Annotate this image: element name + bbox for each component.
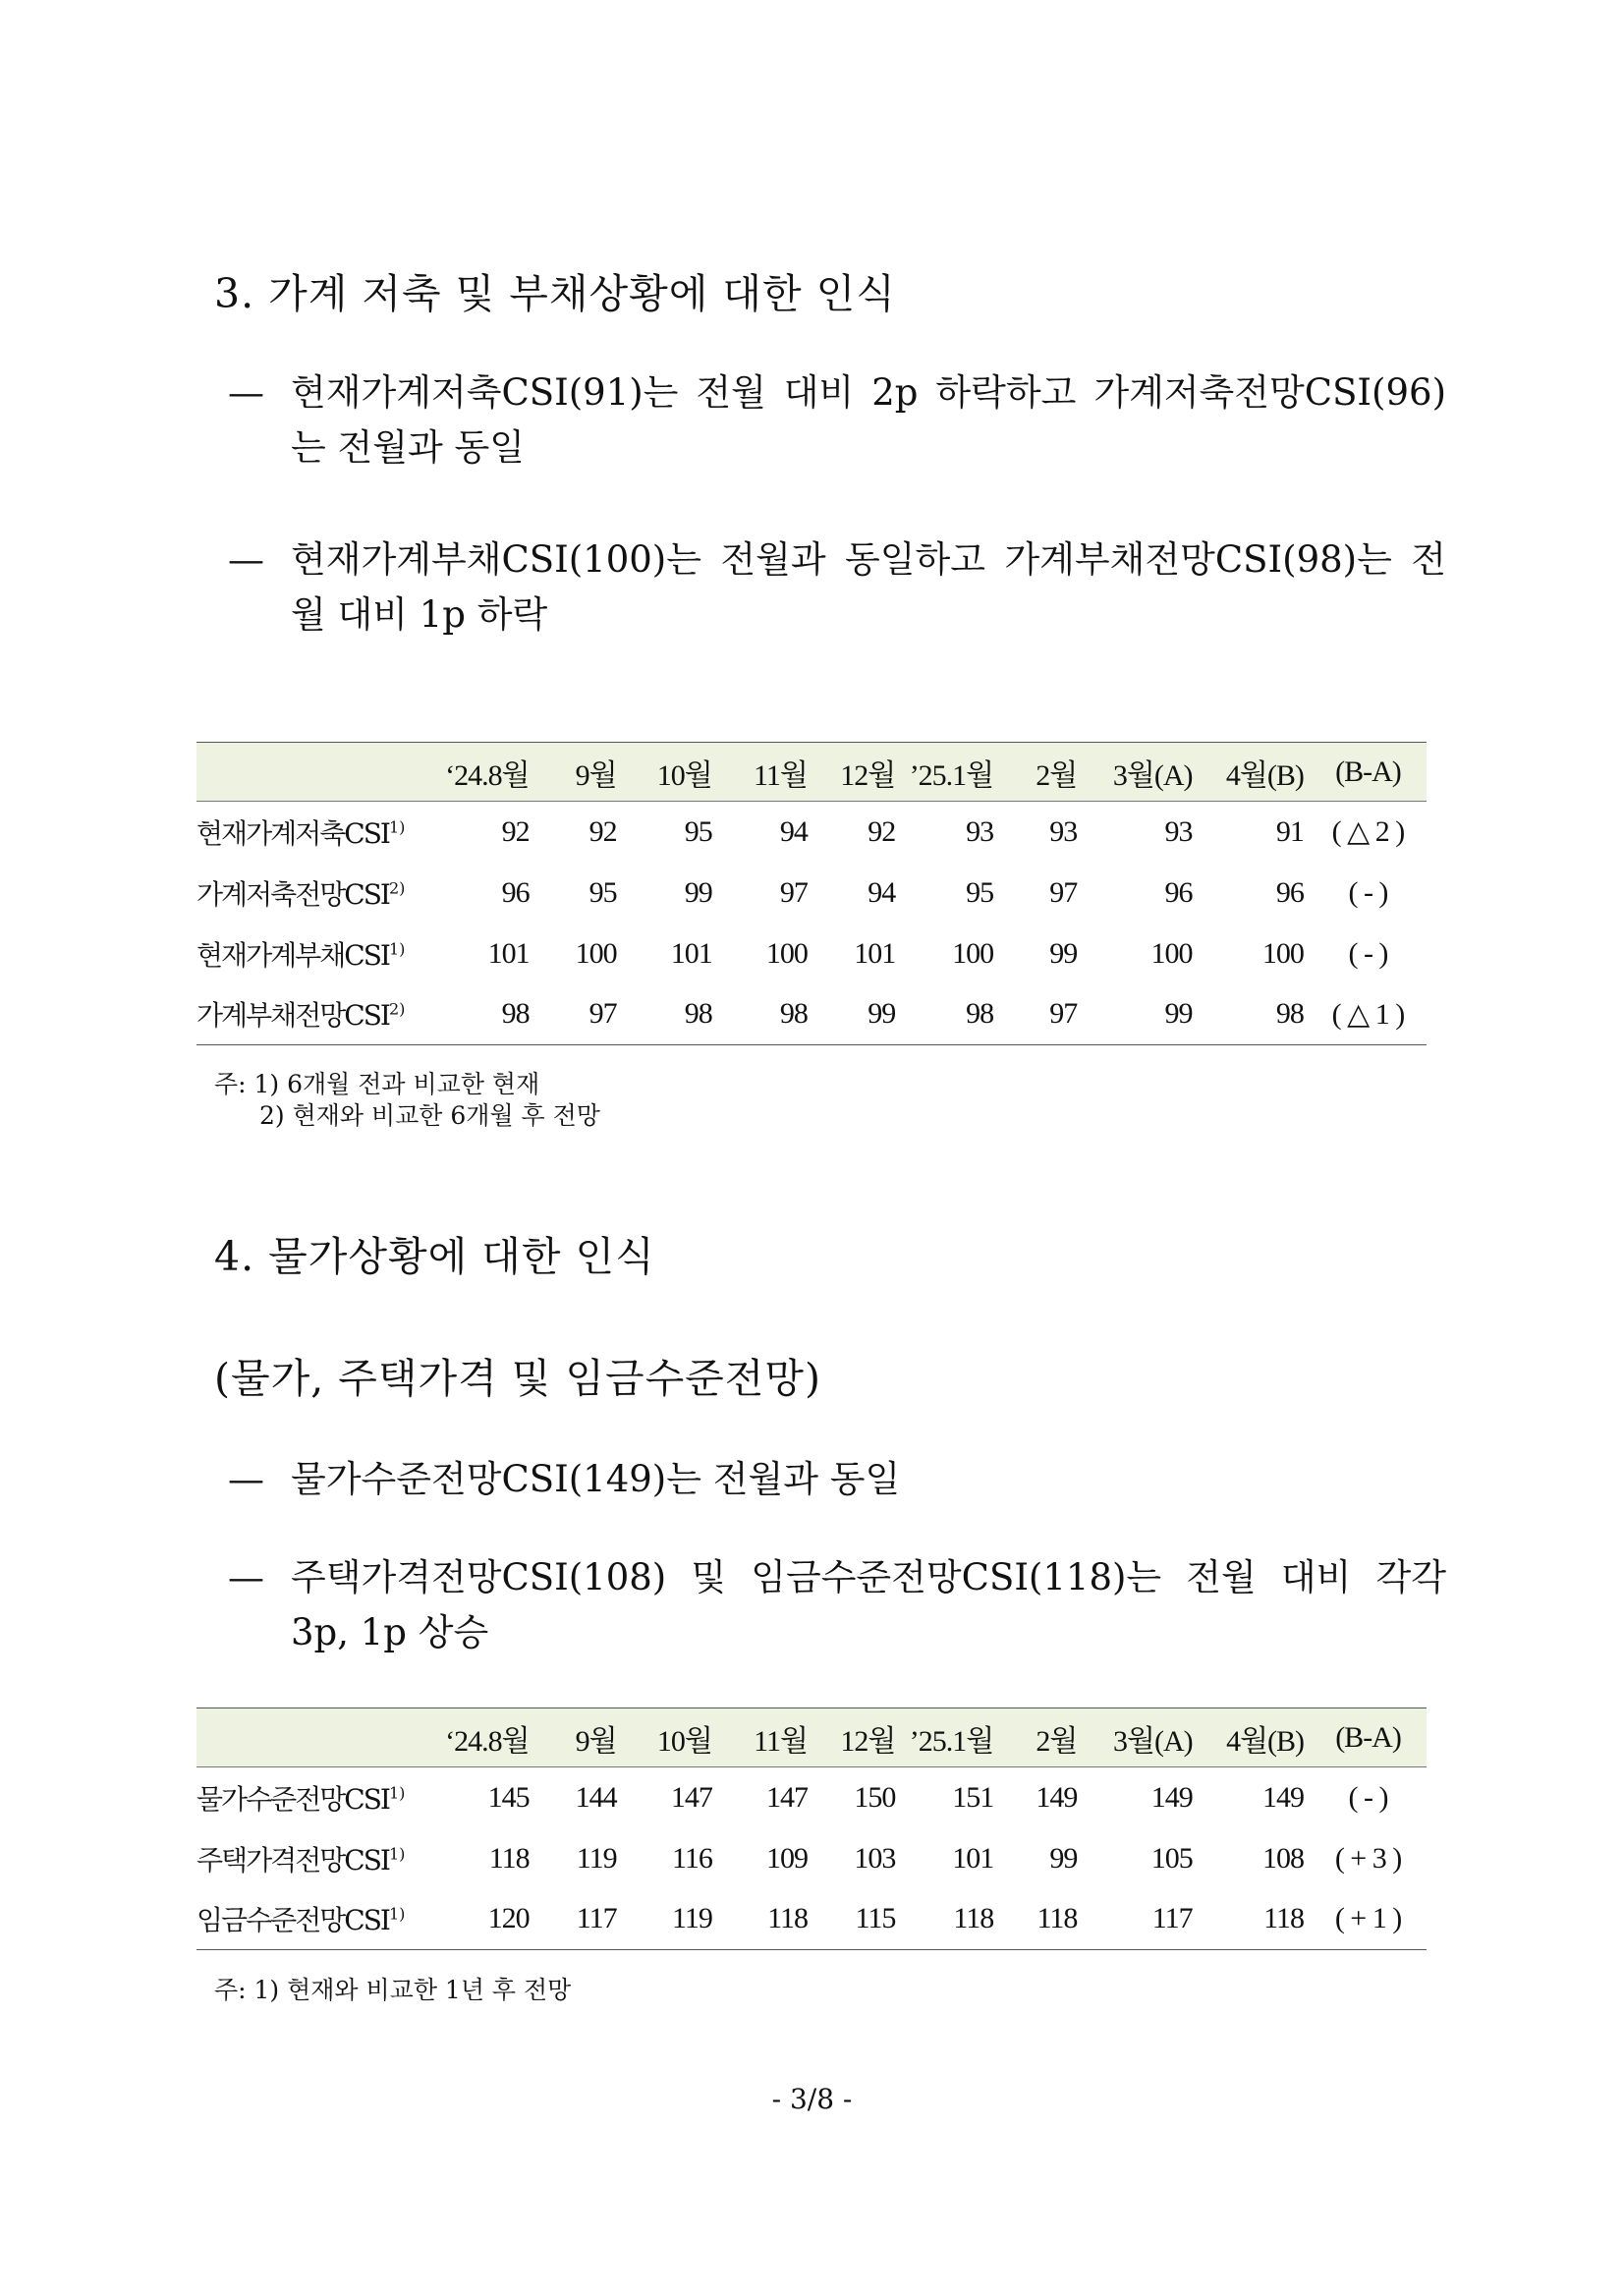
table-cell: 92 [501,814,530,848]
table-cell: 118 [1199,1889,1310,1950]
table-header-row [196,743,1427,802]
table-cell: 101 [487,936,530,970]
section-3-bullet-1 [228,365,1446,476]
table-cell: 118 [718,1889,813,1950]
footnote-marker: 2) [388,878,406,898]
table-row [196,1889,1427,1950]
bullet-text: 주택가격전망CSI(108) 및 임금수준전망CSI(118)는 전월 대비 각각 3p, 1p 상승 [291,1556,1446,1653]
column-header: 11월 [718,743,813,802]
table-row [196,984,1427,1045]
table-row [196,863,1427,924]
table-cell: 95 [966,875,994,909]
header-corner [196,1708,439,1767]
table-cell: 99 [1083,984,1198,1045]
header-corner [196,743,439,802]
table-cell: 103 [854,1841,896,1875]
change-cell: ( + 1 ) [1310,1889,1427,1950]
table-cell: 99 [684,875,712,909]
change-cell: ( △ 2 ) [1331,815,1405,849]
change-cell: ( + 3 ) [1334,1841,1402,1875]
column-header: ’25.1월 [901,743,999,802]
table-cell: 144 [575,1780,617,1814]
table-cell: 115 [813,1889,901,1950]
footnote-marker: 2) [388,999,406,1019]
row-label: 현재가계부채CSI$^{1)}$ [196,938,406,972]
table-cell: 98 [439,984,534,1045]
column-header: 9월 [535,743,623,802]
table-cell: 91 [1275,814,1304,848]
table-header-row [196,1708,1427,1767]
table-cell: 118 [488,1841,530,1875]
row-label: 가계부채전망CSI$^{2)}$ [196,984,439,1045]
bullet-dash: — [228,1556,264,1598]
table-cell: 99 [813,984,901,1045]
table-cell: 116 [671,1841,712,1875]
column-header: 11월 [718,1708,813,1767]
column-header: (B-A) [1310,1708,1427,1767]
column-header: ‘24.8월 [439,743,534,802]
column-header: 4월(B) [1199,743,1310,802]
table-cell: 98 [623,984,718,1045]
row-label: 임금수준전망CSI$^{1)}$ [196,1889,439,1950]
table-cell: 100 [575,936,617,970]
footnote-marker: 1) [388,939,406,959]
table-cell: 119 [623,1889,718,1950]
table-cell: 94 [868,875,896,909]
footnote-marker: 1) [388,1844,406,1864]
column-header: 10월 [623,1708,718,1767]
column-header: 9월 [535,1708,623,1767]
footnote-marker: 1) [388,817,406,837]
table-row [196,1828,1427,1889]
row-label: 물가수준전망CSI$^{1)}$ [196,1782,406,1816]
table-cell: 119 [576,1841,617,1875]
section-4-subtitle: (물가, 주택가격 및 임금수준전망) [214,1355,821,1402]
table-cell: 96 [1164,875,1193,909]
table-cell: 93 [1164,814,1193,848]
table-cell: 117 [535,1889,623,1950]
table-cell: 99 [1049,936,1078,970]
change-cell: ( - ) [1348,936,1388,970]
table-cell: 108 [1262,1841,1305,1875]
table-cell: 147 [670,1780,712,1814]
table-cell: 101 [670,936,712,970]
bullet-text: 물가수준전망CSI(149)는 전월과 동일 [291,1458,901,1500]
table-cell: 101 [854,936,896,970]
table-cell: 149 [1150,1780,1193,1814]
bullet-text: 현재가계저축CSI(91)는 전월 대비 2p 하락하고 가계저축전망CSI(96)는 전월과 동일 [291,371,1446,469]
table-row [196,924,1427,984]
page-number: - 3/8 - [771,2083,853,2115]
row-label: 현재가계저축CSI$^{1)}$ [196,816,406,850]
table-cell: 96 [1275,875,1304,909]
table-cell: 99 [1049,1841,1078,1875]
row-label: 가계저축전망CSI$^{2)}$ [196,877,406,911]
table-cell: 97 [1049,875,1078,909]
table-cell: 100 [1150,936,1193,970]
section-4-title: 4. 물가상황에 대한 인식 [214,1233,655,1280]
table-1-notes [214,1069,600,1132]
table-row [196,802,1427,863]
table-cell: 95 [588,875,617,909]
table-cell: 92 [868,814,896,848]
table-cell: 100 [952,936,994,970]
row-label: 주택가격전망CSI$^{1)}$ [196,1843,406,1876]
bullet-text: 현재가계부채CSI(100)는 전월과 동일하고 가계부채전망CSI(98)는 전월 대비 1p 하락 [291,538,1446,636]
table-cell: 98 [718,984,813,1045]
table-cell: 97 [779,875,808,909]
section-3-title: 3. 가계 저축 및 부채상황에 대한 인식 [214,270,896,317]
section-3-bullet-2 [228,532,1446,643]
column-header: 3월(A) [1083,1708,1198,1767]
change-cell: ( △ 1 ) [1310,984,1427,1045]
note-line: 주: 1) 6개월 전과 비교한 현재 [214,1070,540,1098]
table-cell: 118 [999,1889,1083,1950]
table-cell: 100 [765,936,808,970]
table-cell: 118 [901,1889,999,1950]
change-cell: ( - ) [1348,1780,1388,1814]
table-cell: 109 [765,1841,808,1875]
column-header: 3월(A) [1083,743,1198,802]
table-cell: 145 [487,1780,530,1814]
table-cell: 93 [966,814,994,848]
table-2-notes [214,1975,571,2006]
table-cell: 98 [901,984,999,1045]
table-cell: 151 [952,1780,994,1814]
footnote-marker: 1) [388,1904,406,1924]
table-cell: 100 [1261,936,1304,970]
table-cell: 117 [1083,1889,1198,1950]
note-line: 주: 1) 현재와 비교한 1년 후 전망 [214,1976,572,2004]
column-header: ‘24.8월 [439,1708,534,1767]
table-cell: 150 [854,1780,896,1814]
column-header: 2월 [999,1708,1083,1767]
bullet-dash: — [228,371,264,414]
table-cell: 105 [1150,1841,1193,1875]
table-cell: 96 [501,875,530,909]
table-row [196,1767,1427,1828]
column-header: ’25.1월 [901,1708,999,1767]
table-cell: 95 [684,814,712,848]
section-4-bullet-2 [228,1550,1446,1660]
bullet-dash: — [228,538,264,581]
footnote-marker: 1) [388,1783,406,1803]
column-header: 10월 [623,743,718,802]
household-savings-debt-table [196,742,1427,1045]
table-cell: 97 [999,984,1083,1045]
table-cell: 101 [952,1841,994,1875]
table-cell: 147 [765,1780,808,1814]
table-cell: 98 [1199,984,1310,1045]
column-header: 4월(B) [1199,1708,1310,1767]
table-cell: 94 [779,814,808,848]
price-perception-table [196,1708,1427,1950]
bullet-dash: — [228,1458,264,1500]
table-cell: 120 [439,1889,534,1950]
note-line: 2) 현재와 비교한 6개월 후 전망 [259,1101,600,1130]
column-header: (B-A) [1310,743,1427,802]
table-cell: 93 [1049,814,1078,848]
column-header: 12월 [813,1708,901,1767]
column-header: 2월 [999,743,1083,802]
table-cell: 92 [588,814,617,848]
table-cell: 149 [1262,1780,1305,1814]
column-header: 12월 [813,743,901,802]
table-cell: 149 [1036,1780,1078,1814]
change-cell: ( - ) [1348,875,1388,909]
table-cell: 97 [535,984,623,1045]
section-4-bullet-1 [228,1452,1446,1507]
